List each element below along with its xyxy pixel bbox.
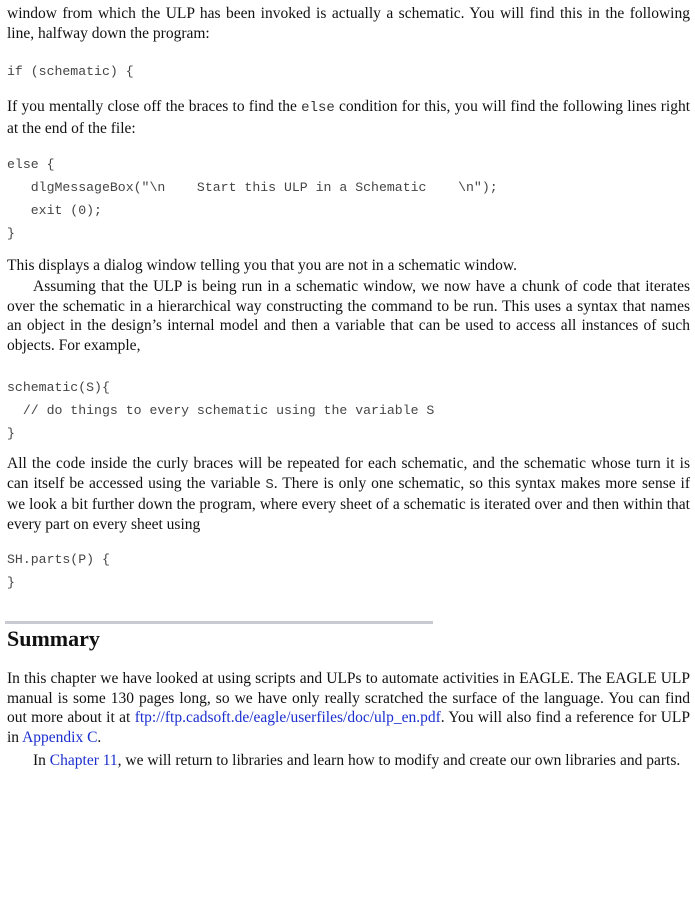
inline-code-else: else: [301, 100, 335, 116]
text-run: , we will return to libraries and learn how to modify and create our own libraries and parts.: [117, 752, 681, 769]
text-run: condition for this, you will find the following lines right at the end of the file:: [7, 98, 690, 137]
text-run: . There is only one schematic, so this syntax makes more sense if we look a bit further down the program, where every sheet of a schematic is iterated over and then within that every part on every sheet using: [7, 474, 691, 533]
code-block-parts-loop: [7, 548, 110, 594]
code-line: else {: [7, 157, 55, 172]
code-line: if (schematic) {: [7, 64, 134, 79]
paragraph-next-chapter: [7, 751, 690, 771]
text-run: .: [97, 728, 102, 746]
code-line: exit (0);: [7, 203, 102, 218]
appendix-c-link[interactable]: Appendix C: [22, 728, 98, 746]
paragraph-else-condition: [7, 97, 690, 138]
code-block-if-schematic: [7, 64, 134, 80]
code-line: schematic(S){: [7, 380, 110, 395]
code-line: }: [7, 226, 15, 241]
paragraph-summary: [7, 669, 690, 747]
code-line: }: [7, 426, 15, 441]
paragraph-curly-braces: [7, 454, 690, 534]
paragraph-schematic-check: window from which the ULP has been invoked is actually a schematic. You will find this in the following line, halfway down the program:: [7, 5, 690, 42]
section-divider: [5, 621, 433, 624]
ulp-manual-link[interactable]: ftp://ftp.cadsoft.de/eagle/userfiles/doc/ulp_en.pdf: [134, 709, 441, 727]
code-line: }: [7, 575, 15, 590]
text-run: . You will also find a reference for ULP in: [7, 709, 691, 746]
code-block-else: [7, 153, 498, 245]
chapter-11-link[interactable]: Chapter 11: [49, 752, 118, 769]
text-run: In: [33, 752, 50, 769]
text-run: All the code inside the curly braces will be repeated for each schematic, and the schematic whose turn it is can itself be accessed using the variable: [7, 455, 690, 492]
text-run: In this chapter we have looked at using scripts and ULPs to automate activities in EAGLE. The EAGLE ULP manual is some 130 pages long, so we have only really scratched the surface of the language. You can find out more about it at: [7, 670, 690, 727]
paragraph-dialog-note: This displays a dialog window telling you that you are not in a schematic window.: [7, 257, 517, 274]
code-block-schematic-loop: [7, 376, 434, 445]
paragraph-hierarchical-iteration: Assuming that the ULP is being run in a schematic window, we now have a chunk of code that iterates over the schematic in a hierarchical way constructing the command to be run. This uses a syntax that names an object in the design’s internal model and then a variable that can be used to access all instances of such objects. For example,: [7, 278, 690, 354]
text-run: If you mentally close off the braces to find the: [7, 98, 302, 115]
inline-code-s: S: [265, 476, 274, 493]
code-line: SH.parts(P) {: [7, 552, 110, 567]
code-line: // do things to every schematic using the variable S: [7, 403, 435, 418]
code-line: dlgMessageBox("\n Start this ULP in a Schematic \n");: [7, 180, 498, 195]
summary-heading: Summary: [7, 626, 100, 651]
